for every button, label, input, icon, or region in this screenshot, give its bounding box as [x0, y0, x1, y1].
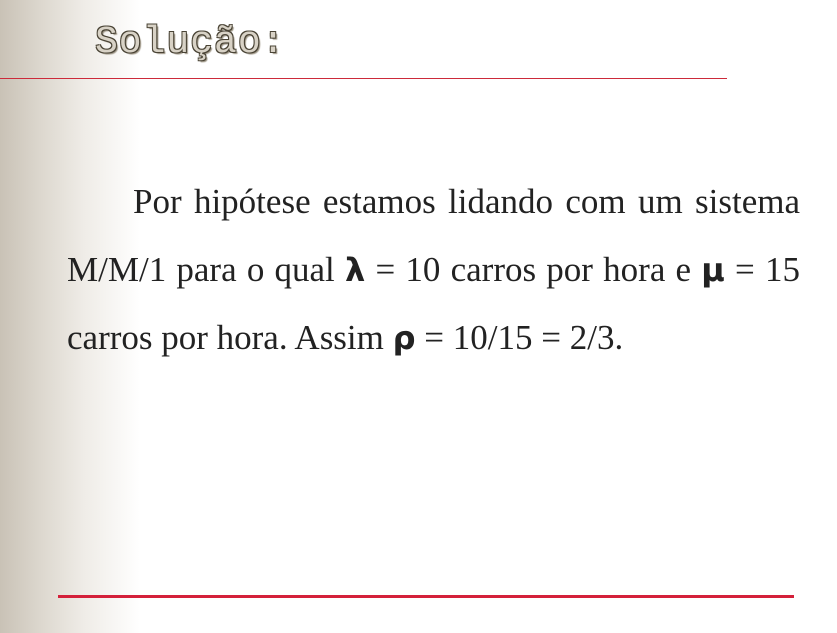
slide-title: Solução: — [95, 21, 286, 64]
solution-paragraph — [67, 168, 800, 372]
bottom-divider — [58, 595, 794, 598]
paragraph-text-2: = 10 carros por hora e — [365, 250, 702, 289]
lambda-symbol: λ — [345, 251, 366, 289]
paragraph-text-3: = 15 carros por hora. Assim — [67, 250, 800, 357]
paragraph-text-1: Por hipótese estamos lidando com um sistema M/M/1 para o qual — [67, 182, 800, 289]
title-divider — [0, 78, 727, 79]
mu-symbol: μ — [701, 251, 725, 289]
paragraph-text-4: = 10/15 = 2/3. — [415, 318, 624, 357]
rho-symbol: ρ — [392, 319, 416, 357]
